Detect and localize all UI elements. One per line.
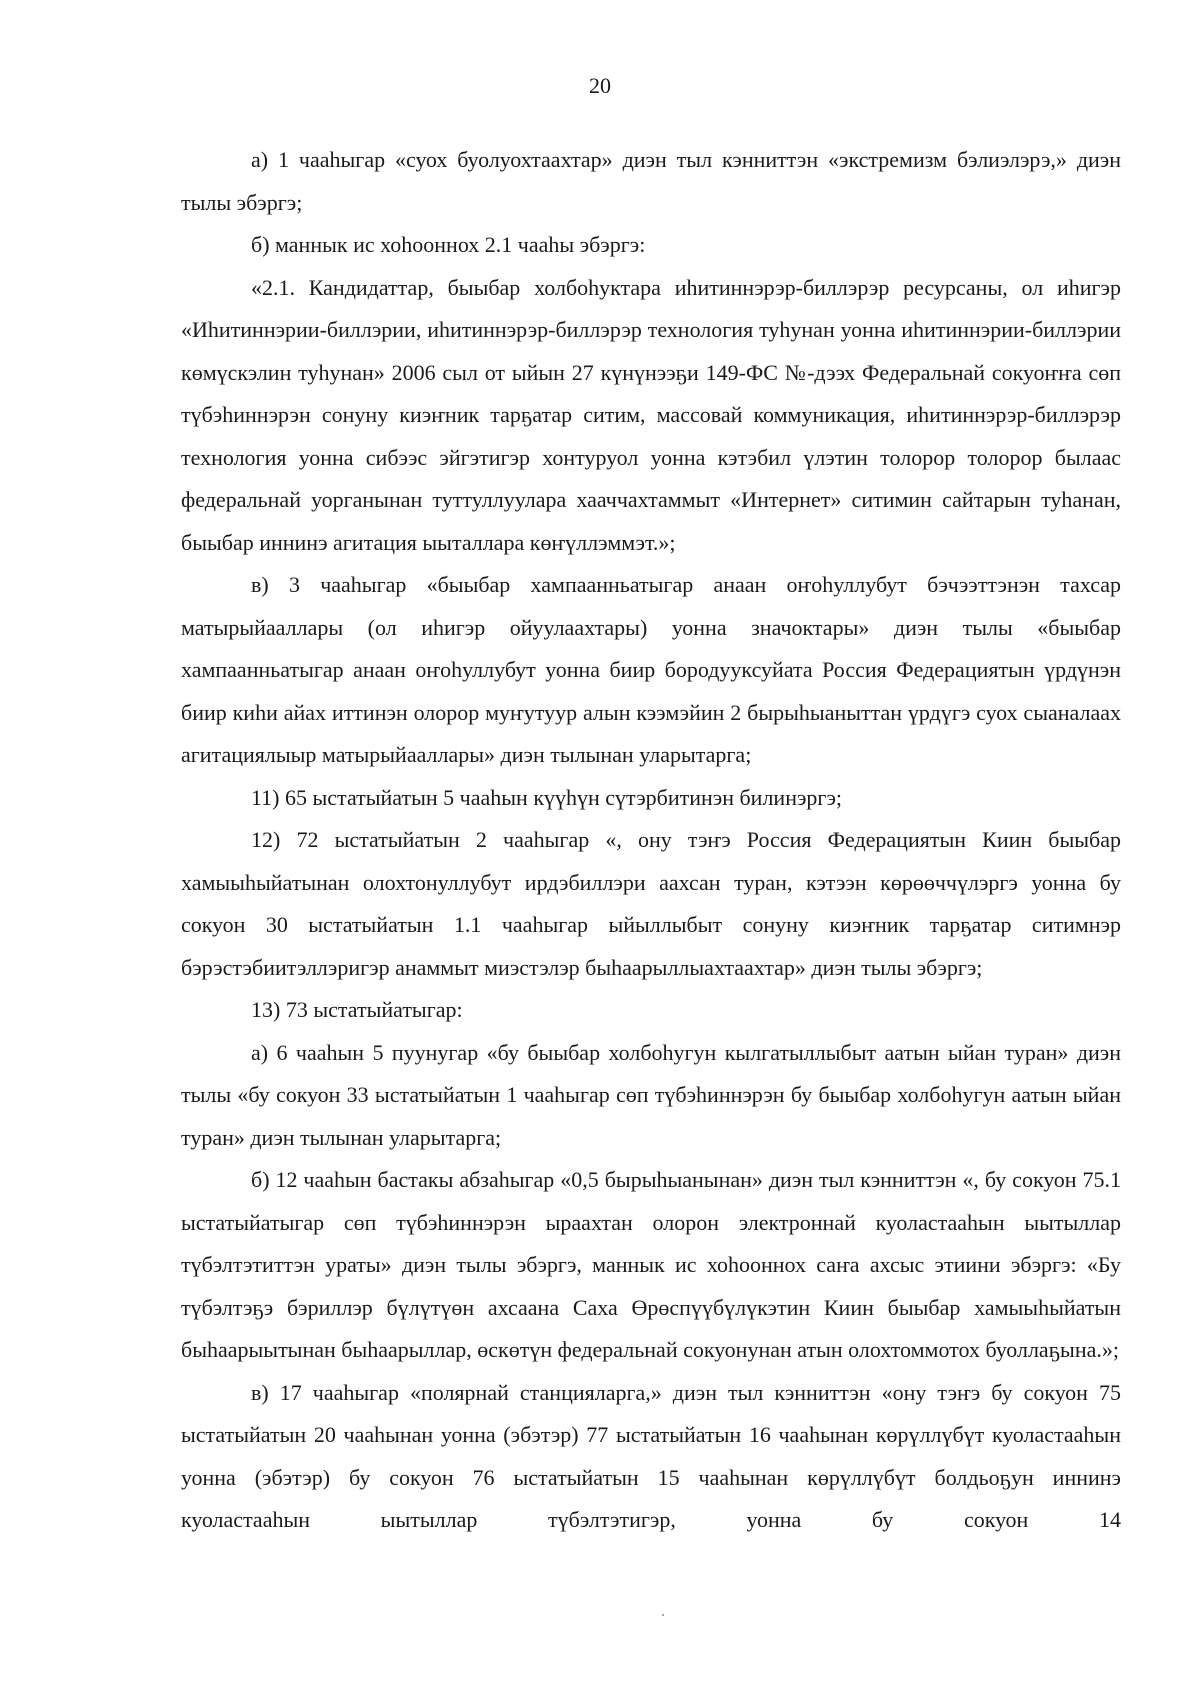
paragraph-13: 13) 73 ыстатыйатыгар:	[251, 997, 463, 1022]
paragraph-v1: в) 3 чааһыгар «быыбар хампаанньатыгар анаан оҥоһуллубут бэчээттэнэн тахсар матырыйааллары (ол иһигэр ойуулаахтары) уонна значоктары» диэн тылы «быыбар хампаанньатыгар анаан оҥоһуллубут уонна биир бородууксуйата Россия Федерациятын үрдүнэн биир киһи айах иттинэн олорор муҥутуур алын кээмэйин 2 бырыһыаныттан үрдүгэ суох сыаналаах агитациялыыр матырыйааллары» диэн тылынан уларытарга;	[181, 572, 1121, 767]
paragraph-quote-2-1: «2.1. Кандидаттар, быыбар холбоһуктара иһитиннэрэр-биллэрэр ресурсаны, ол иһигэр «Иһитиннэрии-биллэрии, иһитиннэрэр-биллэрэр технология туһунан уонна иһитиннэрии-биллэрии көмүскэлин туһунан» 2006 сыл от ыйын 27 күнүнээҕи 149-ФС №-дээх Федеральнай сокуоҥҥа сөп түбэһиннэрэн сонуну киэҥник тарҕатар ситим, массовай коммуникация, иһитиннэрэр-биллэрэр технология уонна сибээс эйгэтигэр хонтуруол уонна кэтэбил үлэтин толорор толорор былаас федеральнай уорганынан туттуллуулара хааччахтаммыт «Интернет» ситимин сайтарын туһанан, быыбар иннинэ агитация ыыталлара көҥүллэммэт.»;	[181, 274, 1121, 555]
paragraph-a2: а) 6 чааһын 5 пуунугар «бу быыбар холбоһугун кылгатыллыбыт аатын ыйан туран» диэн тылы «бу сокуон 33 ыстатыйатын 1 чааһыгар сөп түбэһиннэрэн бу быыбар холбоһугун аатын ыйан туран» диэн тылынан уларытарга;	[181, 1039, 1121, 1150]
paragraph-b2: б) 12 чааһын бастакы абзаһыгар «0,5 бырыһыанынан» диэн тыл кэнниттэн «, бу сокуон 75.1 ыстатыйатыгар сөп түбэһиннэрэн ыраахтан олорон электроннай куоластааһын ыытыллар түбэлтэтиттэн ураты» диэн тылы эбэргэ, маннык ис хоһооннох саҥа ахсыс этиини эбэргэ: «Бу түбэлтэҕэ бэриллэр бүлүтүөн ахсаана Саха Өрөспүүбүлүкэтин Киин быыбар хамыыһыйатын быһаарыытынан быһаарыллар, өскөтүн федеральнай сокуонунан атын олохтоммотох буоллаҕына.»;	[181, 1167, 1121, 1362]
paragraph-11: 11) 65 ыстатыйатын 5 чааһын күүһүн сүтэрбитинэн билинэргэ;	[251, 784, 843, 810]
page-number: 20	[589, 73, 611, 98]
paragraph-b1: б) маннык ис хоһооннох 2.1 чааһы эбэргэ:	[251, 232, 646, 257]
paragraph-v2: в) 17 чааһыгар «полярнай станцияларга,» диэн тыл кэнниттэн «ону тэҥэ бу сокуон 75 ыстатыйатын 20 чааһынан уонна (эбэтэр) 77 ыстатыйатын 16 чааһынан көрүллүбүт куоластааһын уонна (эбэтэр) бу сокуон 76 ыстатыйатын 15 чааһынан көрүллүбүт болдьоҕун иннинэ куоластааһын ыытыллар түбэлтэтигэр, уонна бу сокуон 14	[181, 1379, 1121, 1532]
scan-speck	[662, 1614, 664, 1616]
paragraph-a1: а) 1 чааһыгар «суох буолуохтаахтар» диэн тыл кэнниттэн «экстремизм бэлиэлэрэ,» диэн тылы эбэргэ;	[181, 147, 1121, 215]
document-body	[181, 139, 1121, 1542]
paragraph-12: 12) 72 ыстатыйатын 2 чааһыгар «, ону тэҥэ Россия Федерациятын Киин быыбар хамыыһыйатынан олохтонуллубут ирдэбиллэри аахсан туран, кэтээн көрөөччүлэргэ уонна бу сокуон 30 ыстатыйатын 1.1 чааһыгар ыйыллыбыт сонуну киэҥник тарҕатар ситимнэр бэрэстэбиитэллэригэр анаммыт миэстэлэр быһаарыллыахтаахтар» диэн тылы эбэргэ;	[181, 827, 1121, 980]
